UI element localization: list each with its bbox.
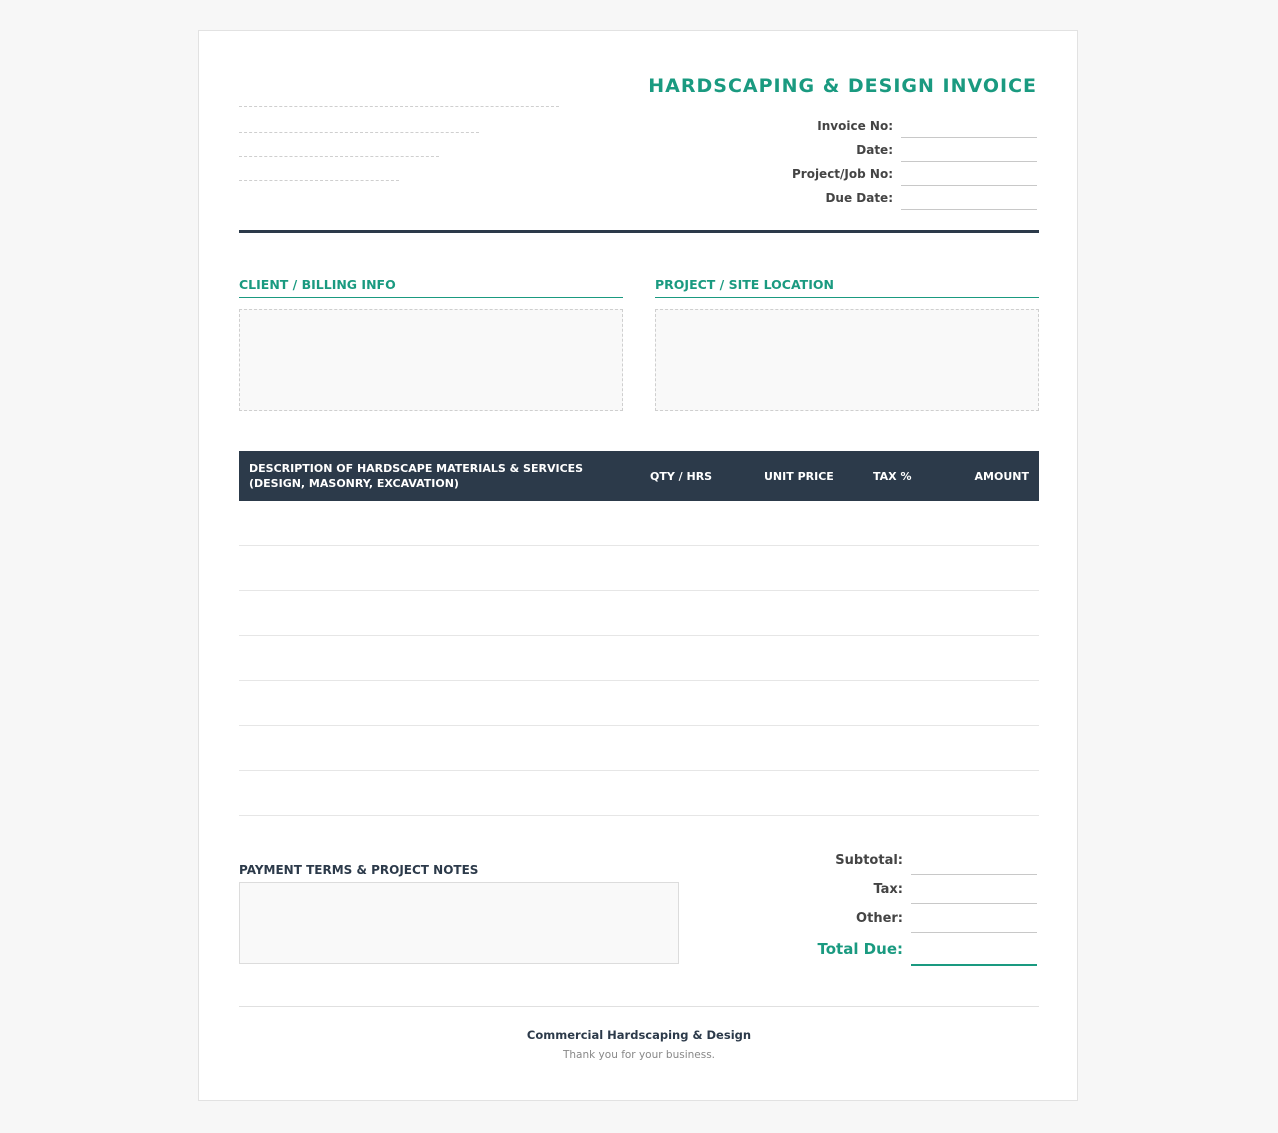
date-label: Date: — [856, 143, 893, 157]
notes-box[interactable] — [239, 882, 679, 964]
table-row[interactable] — [239, 815, 1039, 816]
due-date-row — [677, 187, 1037, 211]
due-date-label: Due Date: — [825, 191, 893, 205]
client-section-title: CLIENT / BILLING INFO — [239, 277, 396, 292]
notes-title: PAYMENT TERMS & PROJECT NOTES — [239, 863, 479, 877]
client-billing-box[interactable] — [239, 309, 623, 411]
items-table-header — [239, 451, 1039, 501]
unit-price-column-header: UNIT PRICE — [764, 470, 834, 483]
invoice-page — [198, 30, 1078, 1101]
client-section-rule — [239, 297, 623, 298]
invoice-no-row — [677, 115, 1037, 139]
table-row[interactable] — [239, 545, 1039, 546]
date-row — [677, 139, 1037, 163]
subtotal-label: Subtotal: — [835, 853, 903, 868]
project-job-no-row — [677, 163, 1037, 187]
invoice-no-label: Invoice No: — [817, 119, 893, 133]
tax-label: Tax: — [873, 882, 903, 897]
site-section-title: PROJECT / SITE LOCATION — [655, 277, 834, 292]
invoice-title: HARDSCAPING & DESIGN INVOICE — [648, 75, 1037, 97]
table-row[interactable] — [239, 680, 1039, 681]
table-row[interactable] — [239, 725, 1039, 726]
header-divider — [239, 230, 1039, 233]
description-column-header: DESCRIPTION OF HARDSCAPE MATERIALS & SERVICES (DESIGN, MASONRY, EXCAVATION) — [249, 462, 584, 490]
footer-divider — [239, 1006, 1039, 1007]
subtotal-field[interactable] — [911, 874, 1037, 875]
total-due-label: Total Due: — [817, 940, 903, 958]
company-address-line[interactable] — [239, 132, 479, 133]
table-row[interactable] — [239, 635, 1039, 636]
due-date-field[interactable] — [901, 187, 1037, 210]
footer-thanks: Thank you for your business. — [562, 1049, 716, 1061]
company-contact-line[interactable] — [239, 180, 399, 181]
date-field[interactable] — [901, 139, 1037, 162]
other-field[interactable] — [911, 932, 1037, 933]
invoice-no-field[interactable] — [901, 115, 1037, 138]
other-label: Other: — [856, 911, 903, 926]
table-row[interactable] — [239, 590, 1039, 591]
site-location-box[interactable] — [655, 309, 1039, 411]
table-row[interactable] — [239, 770, 1039, 771]
company-name-line[interactable] — [239, 106, 559, 107]
amount-column-header: AMOUNT — [974, 470, 1029, 483]
footer-company: Commercial Hardscaping & Design — [526, 1028, 752, 1042]
project-job-no-label: Project/Job No: — [791, 167, 893, 181]
total-due-field[interactable] — [911, 964, 1037, 966]
tax-field[interactable] — [911, 903, 1037, 904]
qty-column-header: QTY / HRS — [650, 470, 713, 483]
tax-column-header: TAX % — [873, 470, 912, 483]
project-job-no-field[interactable] — [901, 163, 1037, 186]
company-city-line[interactable] — [239, 156, 439, 157]
site-section-rule — [655, 297, 1039, 298]
